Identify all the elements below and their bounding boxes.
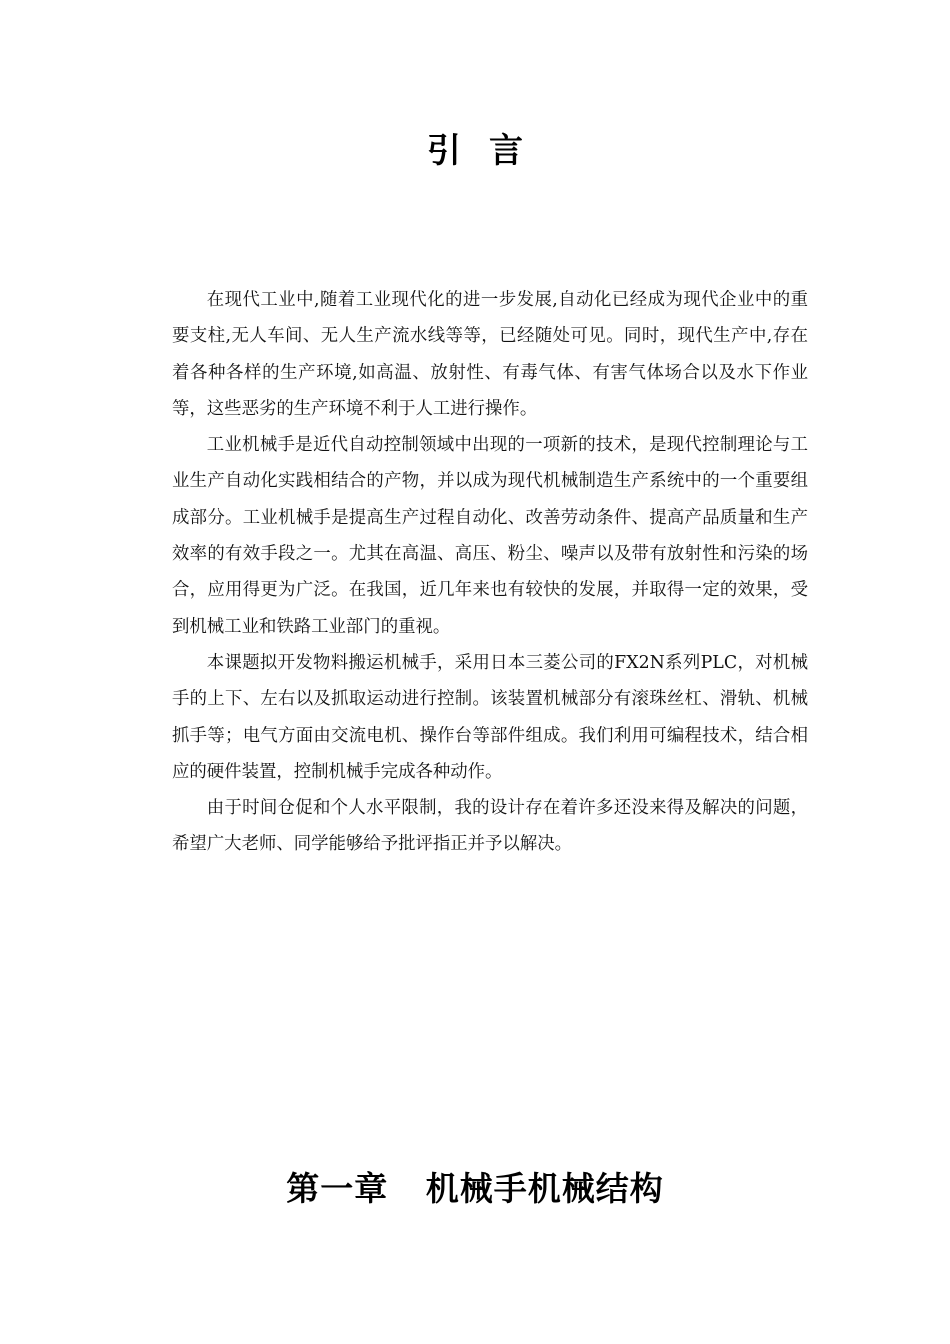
chapter-title: 第一章 机械手机械结构 [286,1169,664,1208]
intro-paragraph-2: 工业机械手是近代自动控制领域中出现的一项新的技术，是现代控制理论与工业生产自动化实践相结合的产物，并以成为现代机械制造生产系统中的一个重要组成部分。工业机械手是提高生产过程自动化、改善劳动条件、提高产品质量和生产效率的有效手段之一。尤其在高温、高压、粉尘、噪声以及带有放射性和污染的场合，应用得更为广泛。在我国，近几年来也有较快的发展，并取得一定的效果，受到机械工业和铁路工业部门的重视。 [172,435,808,637]
intro-body [172,282,808,863]
intro-paragraph-1: 在现代工业中,随着工业现代化的进一步发展,自动化已经成为现代企业中的重要支柱,无人车间、无人生产流水线等等，已经随处可见。同时，现代生产中,存在着各种各样的生产环境,如高温、放射性、有毒气体、有害气体场合以及水下作业等，这些恶劣的生产环境不利于人工进行操作。 [172,290,808,419]
intro-paragraph-4: 由于时间仓促和个人水平限制，我的设计存在着许多还没来得及解决的问题，希望广大老师、同学能够给予批评指正并予以解决。 [172,798,808,855]
intro-paragraph-3: 本课题拟开发物料搬运机械手，采用日本三菱公司的FX2N系列PLC，对机械手的上下、左右以及抓取运动进行控制。该装置机械部分有滚珠丝杠、滑轨、机械抓手等；电气方面由交流电机、操作台等部件组成。我们利用可编程技术，结合相应的硬件装置，控制机械手完成各种动作。 [172,652,808,782]
intro-title: 引言 [427,131,551,171]
